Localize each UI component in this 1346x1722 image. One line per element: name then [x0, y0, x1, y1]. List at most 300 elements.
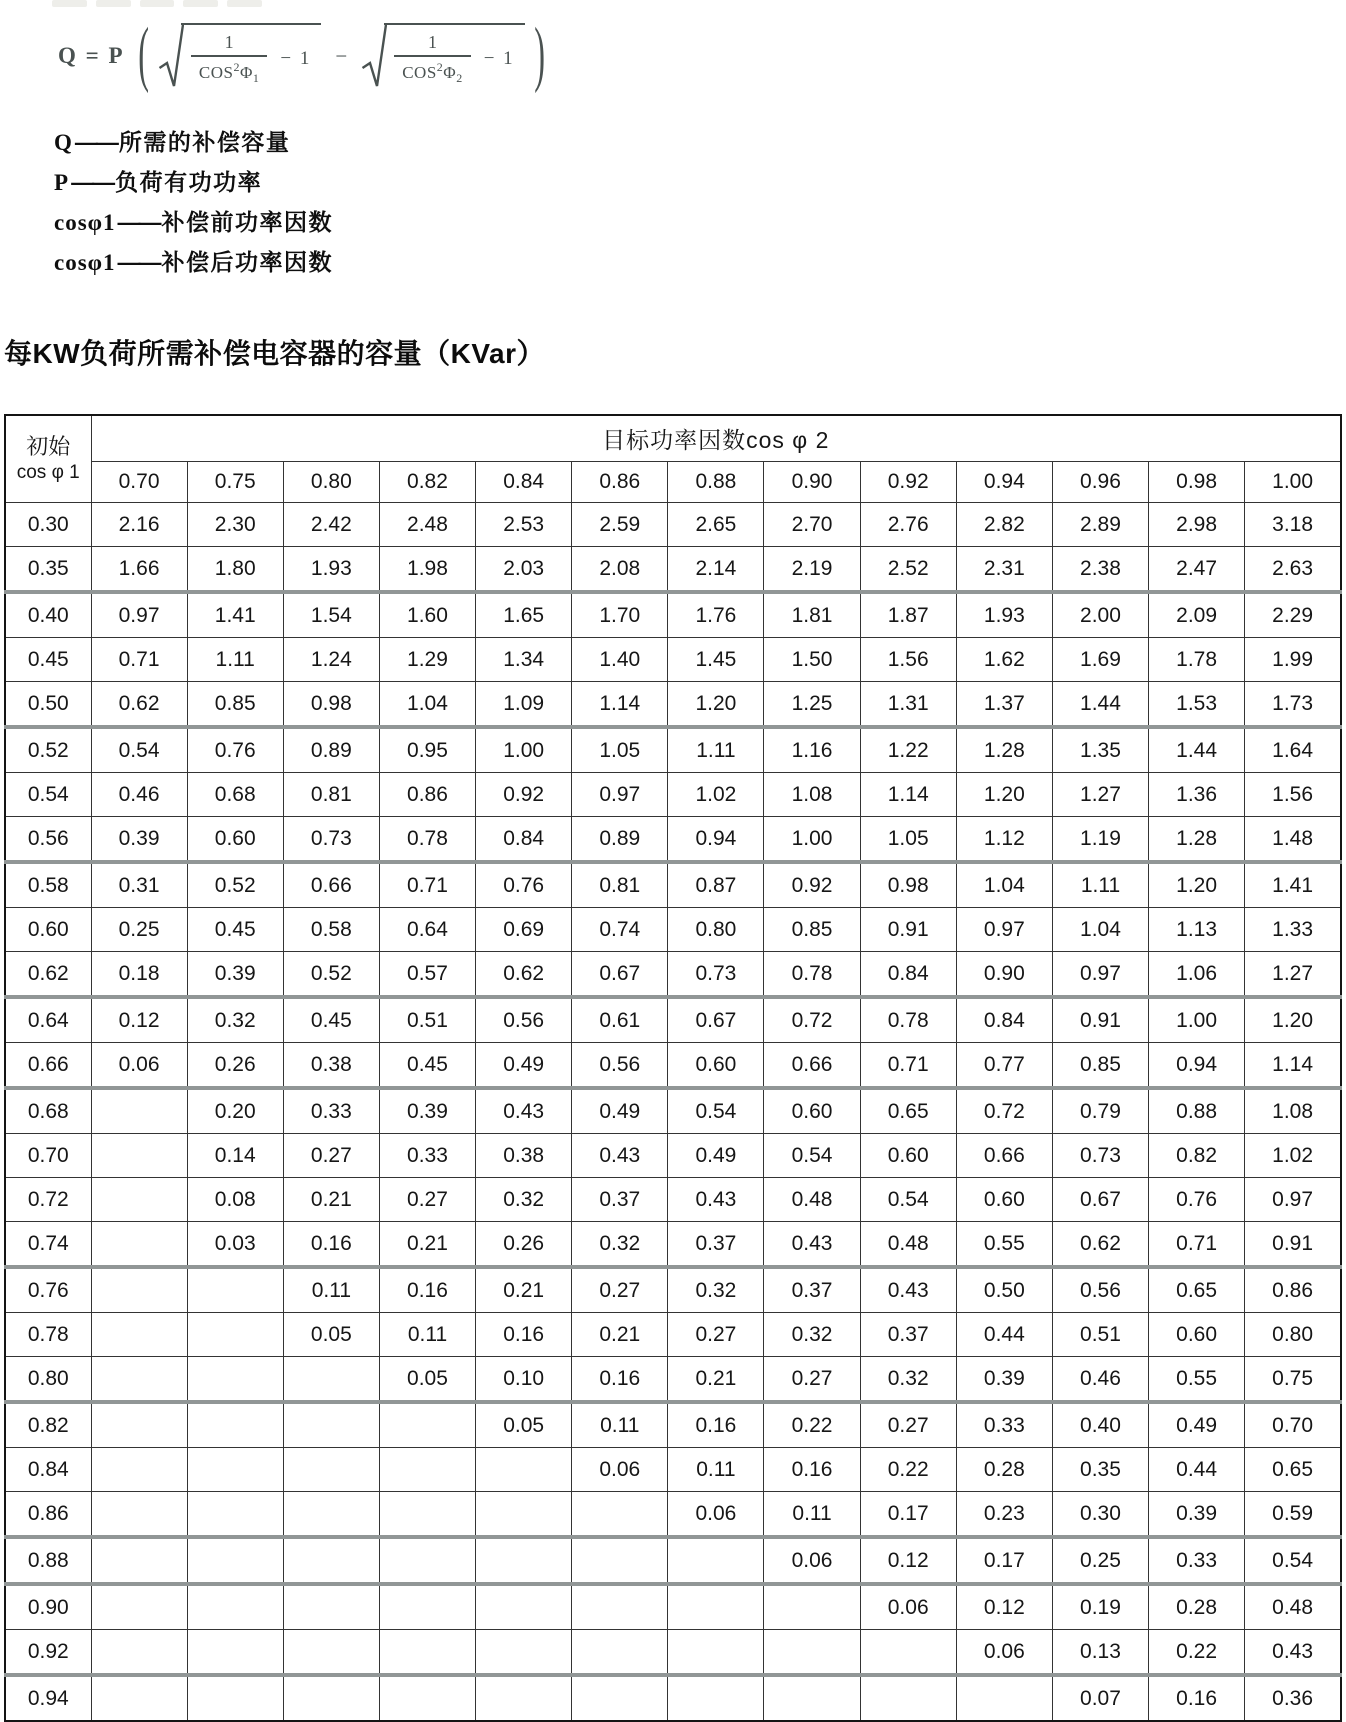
- table-cell: 1.09: [476, 682, 572, 728]
- table-cell: 2.48: [379, 503, 475, 547]
- table-cell: 0.64: [379, 908, 475, 952]
- table-cell: 0.72: [956, 1088, 1052, 1134]
- table-cell: 0.11: [283, 1267, 379, 1313]
- table-row: [5, 1357, 1341, 1403]
- table-cell: 0.73: [1052, 1134, 1148, 1178]
- table-cell: 0.62: [91, 682, 187, 728]
- table-row: [5, 592, 1341, 638]
- column-header: 0.94: [956, 462, 1052, 503]
- column-header: 0.98: [1149, 462, 1245, 503]
- table-cell: [91, 1675, 187, 1721]
- table-cell: 0.38: [476, 1134, 572, 1178]
- table-cell: 0.49: [476, 1043, 572, 1089]
- table-cell: [187, 1448, 283, 1492]
- table-cell: 0.43: [476, 1088, 572, 1134]
- table-cell: [572, 1492, 668, 1538]
- table-cell: 0.21: [572, 1313, 668, 1357]
- row-header: 0.68: [5, 1088, 91, 1134]
- table-cell: 1.20: [668, 682, 764, 728]
- definition-text: 补偿前功率因数: [161, 209, 334, 235]
- table-cell: 0.43: [1245, 1630, 1341, 1676]
- table-cell: 0.45: [283, 997, 379, 1043]
- table-cell: 0.51: [379, 997, 475, 1043]
- radicand: [181, 23, 321, 87]
- table-cell: 0.19: [1052, 1584, 1148, 1630]
- table-cell: 0.97: [91, 592, 187, 638]
- table-cell: 1.73: [1245, 682, 1341, 728]
- row-header: 0.82: [5, 1402, 91, 1448]
- table-cell: 1.93: [283, 547, 379, 593]
- table-cell: 1.28: [956, 727, 1052, 773]
- table-title: 每KW负荷所需补偿电容器的容量（KVar）: [4, 338, 545, 369]
- table-cell: 2.03: [476, 547, 572, 593]
- table-cell: 0.97: [956, 908, 1052, 952]
- table-cell: 0.32: [572, 1222, 668, 1268]
- table-cell: 0.71: [860, 1043, 956, 1089]
- table-cell: 0.51: [1052, 1313, 1148, 1357]
- table-cell: 0.32: [764, 1313, 860, 1357]
- row-header: 0.60: [5, 908, 91, 952]
- table-cell: 0.49: [668, 1134, 764, 1178]
- table-cell: 2.16: [91, 503, 187, 547]
- table-cell: 0.88: [1149, 1088, 1245, 1134]
- fraction-numerator: 1: [224, 32, 234, 52]
- table-cell: 0.54: [764, 1134, 860, 1178]
- row-header: 0.74: [5, 1222, 91, 1268]
- row-header: 0.54: [5, 773, 91, 817]
- table-cell: [476, 1492, 572, 1538]
- table-cell: 1.31: [860, 682, 956, 728]
- table-row: [5, 1313, 1341, 1357]
- phi-subscript: 1: [252, 71, 260, 85]
- table-cell: 3.18: [1245, 503, 1341, 547]
- table-cell: 1.80: [187, 547, 283, 593]
- table-cell: [91, 1222, 187, 1268]
- table-cell: 1.76: [668, 592, 764, 638]
- table-cell: 0.48: [1245, 1584, 1341, 1630]
- table-row: [5, 1537, 1341, 1584]
- table-cell: 1.56: [1245, 773, 1341, 817]
- table-cell: 0.92: [476, 773, 572, 817]
- table-row: [5, 1043, 1341, 1089]
- table-cell: 1.24: [283, 638, 379, 682]
- table-cell: 0.86: [379, 773, 475, 817]
- table-cell: [91, 1134, 187, 1178]
- table-cell: [91, 1178, 187, 1222]
- table-cell: 0.27: [379, 1178, 475, 1222]
- row-header: 0.56: [5, 817, 91, 863]
- table-cell: 1.00: [476, 727, 572, 773]
- table-row: [5, 1134, 1341, 1178]
- table-cell: 0.36: [1245, 1675, 1341, 1721]
- table-cell: 0.49: [572, 1088, 668, 1134]
- table-cell: 0.12: [91, 997, 187, 1043]
- table-cell: 0.45: [379, 1043, 475, 1089]
- table-cell: 1.60: [379, 592, 475, 638]
- table-cell: 0.39: [91, 817, 187, 863]
- table-cell: 0.17: [860, 1492, 956, 1538]
- table-cell: 1.64: [1245, 727, 1341, 773]
- table-cell: 0.35: [1052, 1448, 1148, 1492]
- table-cell: 0.32: [668, 1267, 764, 1313]
- table-cell: 2.89: [1052, 503, 1148, 547]
- table-cell: 0.32: [476, 1178, 572, 1222]
- table-cell: 1.06: [1149, 952, 1245, 998]
- table-cell: 1.04: [379, 682, 475, 728]
- table-cell: 0.60: [187, 817, 283, 863]
- table-cell: 2.14: [668, 547, 764, 593]
- definition-text: 补偿后功率因数: [161, 249, 334, 275]
- table-cell: 0.84: [860, 952, 956, 998]
- table-cell: 1.65: [476, 592, 572, 638]
- table-cell: [476, 1448, 572, 1492]
- row-header: 0.88: [5, 1537, 91, 1584]
- table-cell: 1.00: [764, 817, 860, 863]
- table-cell: 1.11: [1052, 862, 1148, 908]
- table-cell: [668, 1537, 764, 1584]
- table-cell: 0.76: [476, 862, 572, 908]
- table-row: [5, 503, 1341, 547]
- table-cell: 2.38: [1052, 547, 1148, 593]
- column-header: 0.92: [860, 462, 956, 503]
- table-cell: [572, 1630, 668, 1676]
- table-cell: 1.69: [1052, 638, 1148, 682]
- definition-line: [54, 164, 333, 204]
- table-cell: 0.65: [1245, 1448, 1341, 1492]
- table-cell: 0.33: [283, 1088, 379, 1134]
- row-header: 0.92: [5, 1630, 91, 1676]
- table-cell: 0.43: [572, 1134, 668, 1178]
- table-cell: [187, 1630, 283, 1676]
- table-cell: 0.27: [283, 1134, 379, 1178]
- fraction: [191, 33, 268, 84]
- table-cell: 0.39: [956, 1357, 1052, 1403]
- table-cell: 1.22: [860, 727, 956, 773]
- row-header: 0.70: [5, 1134, 91, 1178]
- table-cell: 0.20: [187, 1088, 283, 1134]
- table-cell: 0.06: [91, 1043, 187, 1089]
- table-cell: 0.81: [283, 773, 379, 817]
- compensation-capacity-table: [4, 414, 1342, 1722]
- definition-dash: ——: [117, 249, 160, 275]
- table-row: [5, 1267, 1341, 1313]
- table-cell: 1.48: [1245, 817, 1341, 863]
- formula-close-paren: ): [533, 15, 545, 95]
- corner-line1: 初始: [26, 434, 71, 460]
- phi-symbol: Φ: [443, 63, 457, 82]
- table-cell: 0.55: [1149, 1357, 1245, 1403]
- table-cell: [283, 1402, 379, 1448]
- table-cell: 2.08: [572, 547, 668, 593]
- column-header: 0.80: [283, 462, 379, 503]
- table-cell: 0.06: [860, 1584, 956, 1630]
- table-row: [5, 682, 1341, 728]
- table-cell: 1.08: [764, 773, 860, 817]
- table-cell: 1.27: [1245, 952, 1341, 998]
- table-cell: 0.16: [1149, 1675, 1245, 1721]
- column-header: 0.82: [379, 462, 475, 503]
- table-cell: 0.91: [1052, 997, 1148, 1043]
- table-cell: 1.20: [956, 773, 1052, 817]
- table-cell: 0.79: [1052, 1088, 1148, 1134]
- table-cell: 0.28: [1149, 1584, 1245, 1630]
- table-cell: 1.27: [1052, 773, 1148, 817]
- radicand: [384, 23, 524, 87]
- table-cell: 0.81: [572, 862, 668, 908]
- table-cell: 0.21: [668, 1357, 764, 1403]
- cropped-text-fragment: [52, 0, 262, 7]
- table-cell: [283, 1357, 379, 1403]
- table-cell: 0.49: [1149, 1402, 1245, 1448]
- table-cell: 0.14: [187, 1134, 283, 1178]
- definition-line: [54, 204, 333, 244]
- table-cell: 0.71: [91, 638, 187, 682]
- row-header: 0.78: [5, 1313, 91, 1357]
- table-cell: 0.60: [668, 1043, 764, 1089]
- table-cell: 0.16: [379, 1267, 475, 1313]
- row-header: 0.40: [5, 592, 91, 638]
- table-cell: 0.78: [860, 997, 956, 1043]
- table-row: [5, 1402, 1341, 1448]
- formula-lhs: Q = P: [58, 43, 125, 68]
- row-header: 0.50: [5, 682, 91, 728]
- minus-one: − 1: [280, 47, 312, 69]
- table-cell: [91, 1267, 187, 1313]
- table-cell: 0.37: [572, 1178, 668, 1222]
- table-cell: 0.80: [668, 908, 764, 952]
- column-header: 0.75: [187, 462, 283, 503]
- row-header: 0.84: [5, 1448, 91, 1492]
- column-header-row: [5, 462, 1341, 503]
- table-cell: 1.25: [764, 682, 860, 728]
- table-cell: 0.11: [668, 1448, 764, 1492]
- phi-subscript: 2: [456, 71, 463, 85]
- table-cell: 0.60: [1149, 1313, 1245, 1357]
- table-cell: 0.16: [476, 1313, 572, 1357]
- table-cell: 0.22: [860, 1448, 956, 1492]
- table-cell: 0.87: [668, 862, 764, 908]
- table-cell: 0.39: [379, 1088, 475, 1134]
- table-cell: 2.31: [956, 547, 1052, 593]
- table-cell: [91, 1584, 187, 1630]
- table-cell: 0.60: [860, 1134, 956, 1178]
- table-cell: 0.67: [668, 997, 764, 1043]
- table-cell: 0.85: [187, 682, 283, 728]
- table-row: [5, 1222, 1341, 1268]
- column-header: 0.96: [1052, 462, 1148, 503]
- table-cell: 0.22: [1149, 1630, 1245, 1676]
- table-cell: [476, 1675, 572, 1721]
- table-cell: [572, 1584, 668, 1630]
- table-cell: 0.90: [956, 952, 1052, 998]
- table-cell: 1.14: [1245, 1043, 1341, 1089]
- corner-line2: cos φ 1: [16, 461, 80, 483]
- row-header: 0.30: [5, 503, 91, 547]
- table-cell: [91, 1630, 187, 1676]
- definition-symbol: P: [54, 170, 70, 195]
- table-cell: 0.06: [764, 1537, 860, 1584]
- table-row: [5, 638, 1341, 682]
- table-cell: 1.70: [572, 592, 668, 638]
- row-header: 0.94: [5, 1675, 91, 1721]
- table-cell: 0.44: [1149, 1448, 1245, 1492]
- table-cell: [860, 1675, 956, 1721]
- table-cell: 0.73: [283, 817, 379, 863]
- table-cell: 2.47: [1149, 547, 1245, 593]
- definition-symbol: cosφ1: [54, 250, 116, 275]
- table-cell: 1.62: [956, 638, 1052, 682]
- table-cell: 0.71: [379, 862, 475, 908]
- table-cell: 1.44: [1052, 682, 1148, 728]
- table-cell: 0.82: [1149, 1134, 1245, 1178]
- table-cell: 1.98: [379, 547, 475, 593]
- table-cell: 0.84: [956, 997, 1052, 1043]
- table-cell: 0.45: [187, 908, 283, 952]
- table-cell: 0.05: [283, 1313, 379, 1357]
- table-cell: 0.11: [764, 1492, 860, 1538]
- phi-symbol: Φ: [239, 63, 253, 82]
- table-cell: 0.27: [860, 1402, 956, 1448]
- table-cell: 0.60: [764, 1088, 860, 1134]
- formula-open-paren: (: [137, 15, 149, 95]
- table-cell: 0.12: [956, 1584, 1052, 1630]
- span-header-row: [5, 415, 1341, 462]
- table-cell: 0.97: [1052, 952, 1148, 998]
- table-cell: 0.05: [476, 1402, 572, 1448]
- table-cell: [91, 1402, 187, 1448]
- table-cell: [187, 1537, 283, 1584]
- table-cell: 1.45: [668, 638, 764, 682]
- table-cell: 0.52: [187, 862, 283, 908]
- table-cell: 0.37: [764, 1267, 860, 1313]
- definition-text: 负荷有功功率: [115, 169, 263, 195]
- table-cell: 0.86: [1245, 1267, 1341, 1313]
- row-header: 0.90: [5, 1584, 91, 1630]
- table-cell: 0.85: [1052, 1043, 1148, 1089]
- table-cell: [283, 1448, 379, 1492]
- table-cell: 0.21: [379, 1222, 475, 1268]
- table-cell: 0.10: [476, 1357, 572, 1403]
- table-cell: [187, 1313, 283, 1357]
- sqrt-term-2: [361, 22, 524, 90]
- table-cell: 0.56: [476, 997, 572, 1043]
- table-cell: 1.04: [1052, 908, 1148, 952]
- table-cell: 0.33: [1149, 1537, 1245, 1584]
- table-cell: [91, 1492, 187, 1538]
- table-cell: [379, 1675, 475, 1721]
- table-row: [5, 997, 1341, 1043]
- table-cell: 1.99: [1245, 638, 1341, 682]
- table-cell: 0.13: [1052, 1630, 1148, 1676]
- table-cell: 0.07: [1052, 1675, 1148, 1721]
- table-cell: 0.54: [668, 1088, 764, 1134]
- compensation-formula: [58, 15, 552, 95]
- definition-text: 所需的补偿容量: [118, 129, 291, 155]
- table-cell: [283, 1630, 379, 1676]
- minus-one: − 1: [483, 47, 515, 69]
- table-cell: [187, 1402, 283, 1448]
- table-cell: 0.27: [668, 1313, 764, 1357]
- table-cell: 0.97: [1245, 1178, 1341, 1222]
- minus-operator: −: [335, 43, 348, 68]
- table-cell: [91, 1357, 187, 1403]
- table-cell: 0.22: [764, 1402, 860, 1448]
- table-cell: 0.84: [476, 817, 572, 863]
- row-header: 0.62: [5, 952, 91, 998]
- fraction: [394, 33, 471, 84]
- table-row: [5, 1630, 1341, 1676]
- table-cell: 0.48: [860, 1222, 956, 1268]
- table-cell: 1.14: [860, 773, 956, 817]
- table-cell: 0.16: [764, 1448, 860, 1492]
- table-cell: [860, 1630, 956, 1676]
- table-cell: [283, 1537, 379, 1584]
- table-cell: 1.08: [1245, 1088, 1341, 1134]
- row-header: 0.76: [5, 1267, 91, 1313]
- table-cell: 0.54: [1245, 1537, 1341, 1584]
- table-cell: 0.11: [572, 1402, 668, 1448]
- table-cell: 1.11: [187, 638, 283, 682]
- table-cell: 0.25: [91, 908, 187, 952]
- table-cell: 0.91: [1245, 1222, 1341, 1268]
- table-cell: 0.75: [1245, 1357, 1341, 1403]
- table-cell: [379, 1492, 475, 1538]
- table-cell: 0.74: [572, 908, 668, 952]
- table-cell: 2.52: [860, 547, 956, 593]
- table-cell: 2.30: [187, 503, 283, 547]
- table-cell: 0.37: [860, 1313, 956, 1357]
- table-cell: 1.20: [1149, 862, 1245, 908]
- table-cell: 0.94: [1149, 1043, 1245, 1089]
- table-row: [5, 817, 1341, 863]
- column-header: 0.90: [764, 462, 860, 503]
- table-cell: 0.31: [91, 862, 187, 908]
- table-cell: 0.06: [668, 1492, 764, 1538]
- table-cell: 0.72: [764, 997, 860, 1043]
- table-cell: [91, 1448, 187, 1492]
- table-cell: 1.12: [956, 817, 1052, 863]
- table-cell: 0.12: [860, 1537, 956, 1584]
- table-cell: 1.54: [283, 592, 379, 638]
- table-cell: 0.67: [1052, 1178, 1148, 1222]
- table-cell: [187, 1267, 283, 1313]
- table-cell: 1.81: [764, 592, 860, 638]
- table-cell: 2.53: [476, 503, 572, 547]
- table-cell: 1.35: [1052, 727, 1148, 773]
- table-cell: 0.43: [764, 1222, 860, 1268]
- table-cell: 0.21: [476, 1267, 572, 1313]
- table-cell: [379, 1448, 475, 1492]
- table-cell: 1.78: [1149, 638, 1245, 682]
- table-cell: 1.33: [1245, 908, 1341, 952]
- table-cell: 0.23: [956, 1492, 1052, 1538]
- table-cell: 1.87: [860, 592, 956, 638]
- table-cell: 1.50: [764, 638, 860, 682]
- table-cell: 0.39: [1149, 1492, 1245, 1538]
- row-header: 0.45: [5, 638, 91, 682]
- table-cell: [283, 1492, 379, 1538]
- table-cell: [476, 1584, 572, 1630]
- column-header: 1.00: [1245, 462, 1341, 503]
- exponent: 2: [436, 60, 444, 74]
- definition-line: [54, 124, 333, 164]
- table-cell: 0.43: [860, 1267, 956, 1313]
- table-row: [5, 773, 1341, 817]
- table-cell: [764, 1584, 860, 1630]
- table-cell: 1.41: [1245, 862, 1341, 908]
- table-row: [5, 1584, 1341, 1630]
- fraction-numerator: 1: [427, 32, 437, 52]
